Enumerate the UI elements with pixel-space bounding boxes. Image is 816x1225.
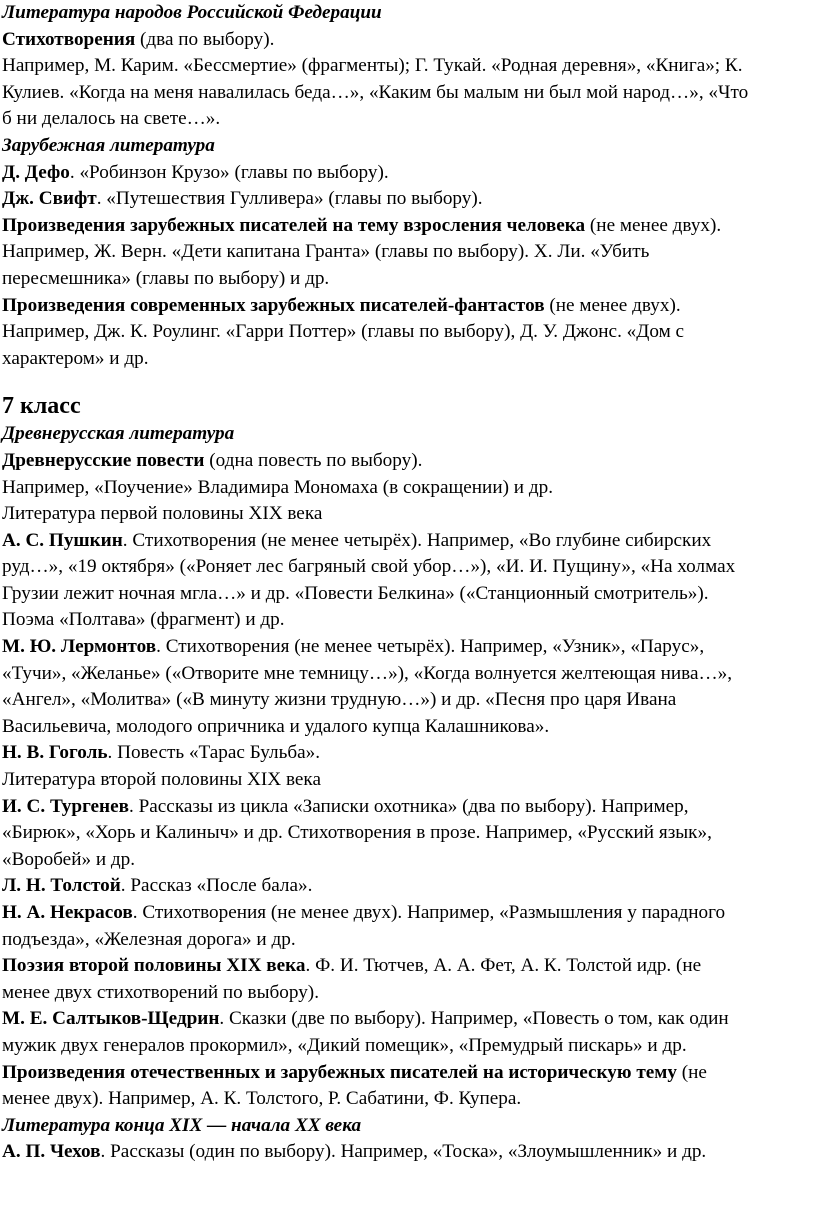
text-line: [2, 293, 814, 320]
text-segment: (не: [676, 1061, 707, 1083]
bold-text-segment: И. С. Тургенев: [2, 795, 129, 817]
text-line: [2, 346, 814, 373]
bold-text-segment: Произведения отечественных и зарубежных писателей на историческую тему: [2, 1061, 677, 1083]
text-line: [2, 687, 814, 714]
text-line: [2, 661, 814, 688]
text-line: [2, 1139, 814, 1166]
text-segment: «Тучи», «Желанье» («Отворите мне темницу…»), «Когда волнуется желтеющая нива…»,: [2, 662, 733, 684]
text-line: [2, 953, 814, 980]
text-line: [2, 319, 814, 346]
text-segment: менее двух стихотворений по выбору).: [2, 981, 319, 1003]
text-segment: характером» и др.: [2, 347, 149, 369]
text-segment: руд…», «19 октября» («Роняет лес багряный свой убор…»), «И. И. Пущину», «На холмах: [2, 556, 736, 578]
bold-text-segment: Д. Дефо: [2, 161, 70, 183]
text-line: [2, 714, 814, 741]
bold-text-segment: Литература народов Российской Федерации: [2, 2, 382, 23]
text-line: [2, 186, 814, 213]
text-segment: (одна повесть по выбору).: [204, 449, 423, 471]
text-segment: . Стихотворения (не менее четырёх). Например, «Во глубине сибирских: [122, 529, 712, 551]
text-segment: б ни делалось на свете…».: [2, 108, 221, 130]
text-segment: Поэма «Полтава» (фрагмент) и др.: [2, 609, 285, 631]
text-segment: Кулиев. «Когда на меня навалилась беда…», «Каким бы малым ни был мой народ…», «Что: [2, 81, 749, 103]
bold-text-segment: Произведения зарубежных писателей на тему взросления человека: [2, 214, 586, 236]
bold-text-segment: Н. В. Гоголь: [2, 742, 108, 764]
text-segment: . Повесть «Тарас Бульба».: [107, 742, 321, 764]
text-line: [2, 820, 814, 847]
text-line: [2, 740, 814, 767]
text-segment: «Ангел», «Молитва» («В минуту жизни трудную…») и др. «Песня про царя Ивана: [2, 689, 677, 711]
text-segment: . Стихотворения (не менее четырёх). Например, «Узник», «Парус»,: [156, 636, 705, 658]
text-line: [2, 581, 814, 608]
text-line: [2, 794, 814, 821]
text-line: [2, 106, 814, 133]
text-line: [2, 847, 814, 874]
text-line: [2, 421, 814, 448]
text-segment: (не менее двух).: [585, 214, 722, 236]
text-segment: «Воробей» и др.: [2, 848, 136, 870]
text-segment: пересмешника» (главы по выбору) и др.: [2, 267, 330, 289]
text-line: [2, 554, 814, 581]
bold-text-segment: А. П. Чехов: [2, 1141, 101, 1163]
bold-text-segment: М. Ю. Лермонтов: [2, 636, 157, 658]
text-line: [2, 0, 814, 27]
text-segment: Васильевича, молодого опричника и удалого купца Калашникова».: [2, 715, 550, 737]
text-segment: Например, Дж. К. Роулинг. «Гарри Поттер» (главы по выбору), Д. У. Джонс. «Дом с: [2, 321, 685, 343]
text-segment: менее двух). Например, А. К. Толстого, Р. Сабатини, Ф. Купера.: [2, 1088, 522, 1110]
bold-text-segment: М. Е. Салтыков-Щедрин: [2, 1008, 220, 1030]
text-line: [2, 53, 814, 80]
text-line: [2, 27, 814, 54]
document-page: [2, 0, 814, 1166]
text-segment: . Рассказы из цикла «Записки охотника» (два по выбору). Например,: [129, 795, 689, 817]
text-segment: Например, «Поучение» Владимира Мономаха (в сокращении) и др.: [2, 476, 553, 498]
text-line: [2, 266, 814, 293]
text-line: [2, 1086, 814, 1113]
text-line: [2, 475, 814, 502]
text-segment: Литература первой половины XIX века: [2, 503, 323, 525]
text-segment: Литература второй половины XIX века: [2, 769, 321, 791]
text-line: [2, 1060, 814, 1087]
text-segment: мужик двух генералов прокормил», «Дикий помещик», «Премудрый пискарь» и др.: [2, 1034, 687, 1056]
text-segment: . «Путешествия Гулливера» (главы по выбору).: [96, 188, 483, 210]
text-line: [2, 927, 814, 954]
text-line: [2, 607, 814, 634]
bold-text-segment: Зарубежная литература: [2, 134, 215, 156]
text-line: [2, 634, 814, 661]
text-line: [2, 239, 814, 266]
text-segment: Например, Ж. Верн. «Дети капитана Гранта» (главы по выбору). Х. Ли. «Убить: [2, 241, 650, 263]
text-segment: . Сказки (две по выбору). Например, «Повесть о том, как один: [219, 1008, 729, 1030]
bold-text-segment: Поэзия второй половины XIX века: [2, 955, 306, 977]
text-line: [2, 133, 814, 160]
bold-text-segment: Древнерусские повести: [2, 449, 205, 471]
text-segment: подъезда», «Железная дорога» и др.: [2, 928, 296, 950]
text-line: [2, 980, 814, 1007]
bold-text-segment: Л. Н. Толстой: [2, 875, 121, 897]
text-line: [2, 1006, 814, 1033]
text-segment: «Бирюк», «Хорь и Калиныч» и др. Стихотворения в прозе. Например, «Русский язык»,: [2, 822, 712, 844]
bold-text-segment: Стихотворения: [2, 28, 136, 50]
text-line: [2, 1113, 814, 1140]
text-line: [2, 767, 814, 794]
text-line: [2, 501, 814, 528]
text-segment: . Рассказы (один по выбору). Например, «Тоска», «Злоумышленник» и др.: [100, 1141, 707, 1163]
class-heading: 7 класс: [2, 393, 81, 420]
text-line: [2, 160, 814, 187]
text-line: [2, 1033, 814, 1060]
text-line: [2, 528, 814, 555]
text-segment: . «Робинзон Крузо» (главы по выбору).: [69, 161, 389, 183]
text-segment: Грузии лежит ночная мгла…» и др. «Повести Белкина» («Станционный смотритель»).: [2, 582, 709, 604]
text-segment: . Стихотворения (не менее двух). Например, «Размышления у парадного: [132, 902, 726, 923]
text-segment: Например, М. Карим. «Бессмертие» (фрагменты); Г. Тукай. «Родная деревня», «Книга»; К.: [2, 55, 743, 77]
text-segment: (не менее двух).: [544, 294, 681, 316]
text-line: [2, 80, 814, 107]
bold-text-segment: Дж. Свифт: [2, 188, 97, 210]
text-line: [2, 213, 814, 240]
text-segment: . Рассказ «После бала».: [120, 875, 313, 897]
text-segment: . Ф. И. Тютчев, А. А. Фет, А. К. Толстой идр. (не: [305, 955, 702, 977]
text-line: [2, 900, 814, 927]
text-segment: (два по выбору).: [135, 28, 275, 50]
text-line: [2, 873, 814, 900]
bold-text-segment: Произведения современных зарубежных писателей-фантастов: [2, 294, 545, 316]
bold-text-segment: А. С. Пушкин: [2, 529, 123, 551]
bold-text-segment: Литература конца XIX — начала XX века: [2, 1114, 362, 1136]
bold-text-segment: Н. А. Некрасов: [2, 902, 133, 923]
bold-text-segment: Древнерусская литература: [2, 423, 235, 445]
text-line: [2, 448, 814, 475]
